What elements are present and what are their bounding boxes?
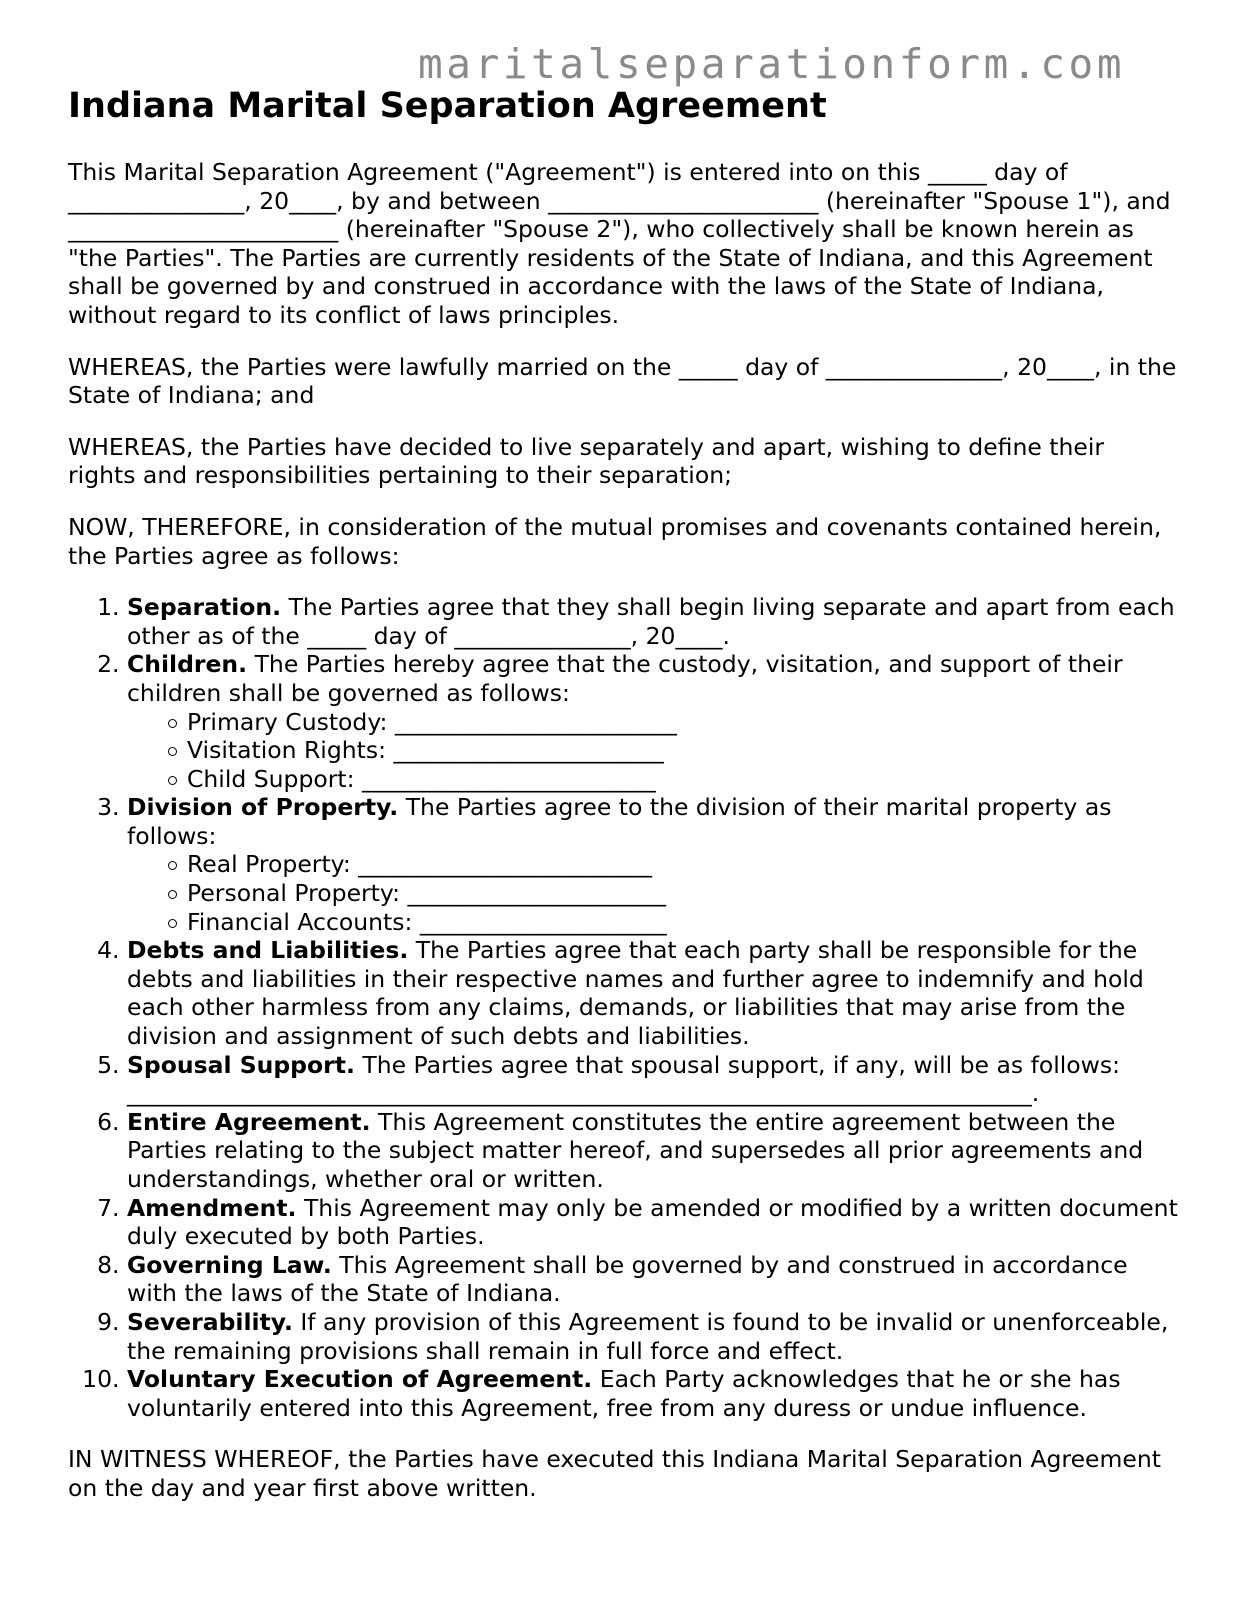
section-text: The Parties agree that each party shall be responsible for the debts and liabilities in their respective names and further agree to indemnify and hold each other harmless from any claims, demands, or liabilities that may arise from the division and assignment of such debts and liabilities. xyxy=(127,936,1144,1051)
property-terms-list xyxy=(127,850,1178,936)
document-page xyxy=(68,84,1178,1526)
section-text: The Parties agree to the division of their marital property as follows: xyxy=(127,793,1112,850)
section-heading: Spousal Support. xyxy=(127,1050,355,1079)
section-heading: Debts and Liabilities. xyxy=(127,936,409,965)
section-spousal-support xyxy=(127,1051,1178,1108)
primary-custody-field: Primary Custody: ________________________ xyxy=(187,708,1178,737)
section-governing-law xyxy=(127,1251,1178,1308)
section-heading: Entire Agreement. xyxy=(127,1107,371,1136)
section-text: This Agreement constitutes the entire agreement between the Parties relating to the subject matter hereof, and supersedes all prior agreements and understandings, whether oral or written. xyxy=(127,1107,1144,1193)
section-text: Each Party acknowledges that he or she has voluntarily entered into this Agreement, free from any duress or undue influence. xyxy=(127,1365,1121,1422)
personal-property-field: Personal Property: ______________________ xyxy=(187,879,1178,908)
watermark: maritalseparationform.com xyxy=(418,40,1126,88)
financial-accounts-field: Financial Accounts: _____________________ xyxy=(187,908,1178,937)
witness-paragraph: IN WITNESS WHEREOF, the Parties have executed this Indiana Marital Separation Agreement on the day and year first above written. xyxy=(68,1445,1161,1502)
section-text: If any provision of this Agreement is found to be invalid or unenforceable, the remaining provisions shall remain in full force and effect. xyxy=(127,1307,1169,1365)
section-text: The Parties hereby agree that the custody, visitation, and support of their children shall be governed as follows: xyxy=(127,650,1123,707)
section-debts-and-liabilities xyxy=(127,936,1178,1050)
section-text: The Parties agree that spousal support, if any, will be as follows: _____________________________________________________________________________. xyxy=(127,1050,1121,1108)
document-title: Indiana Marital Separation Agreement xyxy=(68,86,827,126)
section-heading: Children. xyxy=(127,650,248,679)
section-heading: Separation. xyxy=(127,593,282,622)
child-support-field: Child Support: _________________________ xyxy=(187,765,1178,794)
section-heading: Division of Property. xyxy=(127,793,399,822)
agreement-sections xyxy=(68,593,1178,1422)
now-therefore-paragraph: NOW, THEREFORE, in consideration of the mutual promises and covenants contained herein, the Parties agree as follows: xyxy=(68,512,1162,570)
children-terms-list xyxy=(127,708,1178,794)
real-property-field: Real Property: _________________________ xyxy=(187,850,1178,879)
section-voluntary-execution xyxy=(127,1365,1178,1422)
section-text: This Agreement shall be governed by and construed in accordance with the laws of the State of Indiana. xyxy=(127,1250,1128,1308)
section-separation xyxy=(127,593,1178,650)
section-amendment xyxy=(127,1194,1178,1251)
section-children xyxy=(127,650,1178,793)
whereas-married-paragraph: WHEREAS, the Parties were lawfully married on the _____ day of _______________, 20____, in the State of Indiana; and xyxy=(68,352,1177,410)
section-heading: Severability. xyxy=(127,1307,293,1336)
section-heading: Governing Law. xyxy=(127,1250,332,1279)
section-text: The Parties agree that they shall begin living separate and apart from each other as of the _____ day of _______________, 20____. xyxy=(127,593,1175,650)
intro-paragraph: This Marital Separation Agreement ("Agreement") is entered into on this _____ day of _______________, 20____, by and between _______________________ (hereinafter "Spouse 1"), and _______________________ (hereinafter "Spouse 2"), who collectively shall be known herein as "the Parties". The Parties are currently residents of the State of Indiana, and this Agreement shall be governed by and construed in accordance with the laws of the State of Indiana, without regard to its conflict of laws principles. xyxy=(68,158,1171,329)
section-text: This Agreement may only be amended or modified by a written document duly executed by both Parties. xyxy=(127,1193,1178,1251)
section-heading: Voluntary Execution of Agreement. xyxy=(127,1365,593,1394)
visitation-rights-field: Visitation Rights: _______________________ xyxy=(187,736,1178,765)
section-severability xyxy=(127,1308,1178,1365)
section-entire-agreement xyxy=(127,1108,1178,1194)
whereas-separate-paragraph: WHEREAS, the Parties have decided to live separately and apart, wishing to define their rights and responsibilities pertaining to their separation; xyxy=(68,432,1105,490)
section-division-of-property xyxy=(127,793,1178,936)
section-heading: Amendment. xyxy=(127,1193,297,1222)
